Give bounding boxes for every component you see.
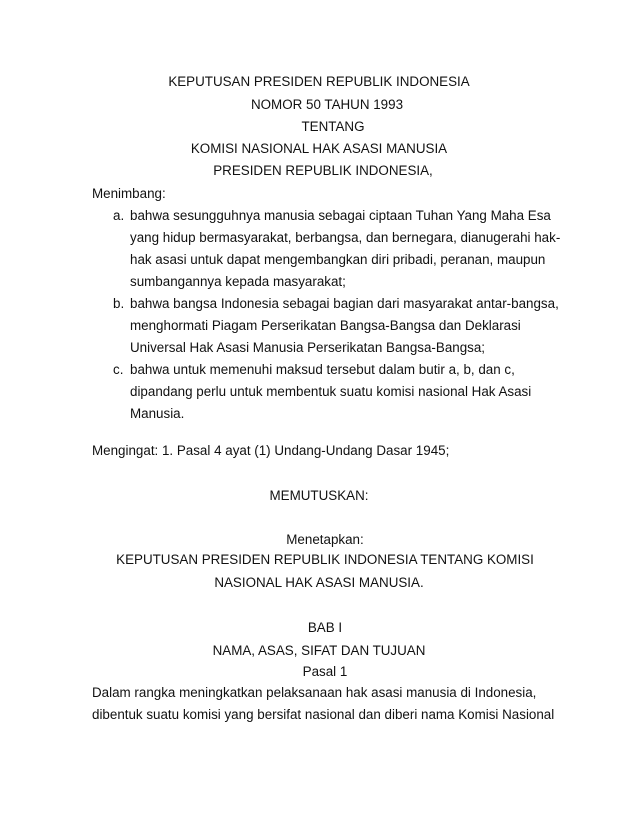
considering-label: Menimbang:: [92, 186, 166, 201]
article-title: Pasal 1: [302, 664, 348, 679]
list-item-line: hak asasi untuk dapat mengembangkan diri pribadi, peranan, maupun: [130, 252, 546, 267]
list-marker: b.: [113, 296, 125, 311]
decide-label: MEMUTUSKAN:: [269, 488, 369, 503]
list-item-line: bahwa sesungguhnya manusia sebagai ciptaan Tuhan Yang Maha Esa: [130, 208, 551, 223]
establish-label: Menetapkan:: [286, 532, 364, 547]
list-item-line: sumbangannya kepada masyarakat;: [130, 274, 346, 289]
about-label: TENTANG: [301, 119, 365, 134]
article-body-line: Dalam rangka meningkatkan pelaksanaan hak asasi manusia di Indonesia,: [92, 685, 537, 700]
list-item-line: dipandang perlu untuk membentuk suatu komisi nasional Hak Asasi: [130, 384, 532, 399]
document-title: KEPUTUSAN PRESIDEN REPUBLIK INDONESIA: [168, 74, 470, 89]
list-item-line: bahwa untuk memenuhi maksud tersebut dalam butir a, b, dan c,: [130, 362, 515, 377]
chapter-title: BAB I: [307, 620, 343, 635]
establish-line: KEPUTUSAN PRESIDEN REPUBLIK INDONESIA TENTANG KOMISI: [116, 552, 534, 567]
article-body-line: dibentuk suatu komisi yang bersifat nasional dan diberi nama Komisi Nasional: [92, 707, 555, 722]
establish-line: NASIONAL HAK ASASI MANUSIA.: [214, 575, 424, 590]
chapter-heading: NAMA, ASAS, SIFAT DAN TUJUAN: [212, 643, 426, 658]
list-item-line: Universal Hak Asasi Manusia Perserikatan Bangsa-Bangsa;: [130, 340, 486, 355]
recalling-text: Mengingat: 1. Pasal 4 ayat (1) Undang-Undang Dasar 1945;: [92, 443, 450, 458]
list-item-line: Manusia.: [130, 406, 185, 421]
list-item-line: menghormati Piagam Perserikatan Bangsa-Bangsa dan Deklarasi: [130, 318, 521, 333]
issuer-line: PRESIDEN REPUBLIK INDONESIA,: [213, 163, 433, 178]
list-marker: a.: [113, 208, 125, 223]
decree-number: NOMOR 50 TAHUN 1993: [250, 97, 404, 112]
list-marker: c.: [113, 362, 124, 377]
list-item-line: yang hidup bermasyarakat, berbangsa, dan bernegara, dianugerahi hak-: [130, 230, 561, 245]
decree-subject: KOMISI NASIONAL HAK ASASI MANUSIA: [190, 141, 448, 156]
list-item-line: bahwa bangsa Indonesia sebagai bagian dari masyarakat antar-bangsa,: [130, 296, 559, 311]
